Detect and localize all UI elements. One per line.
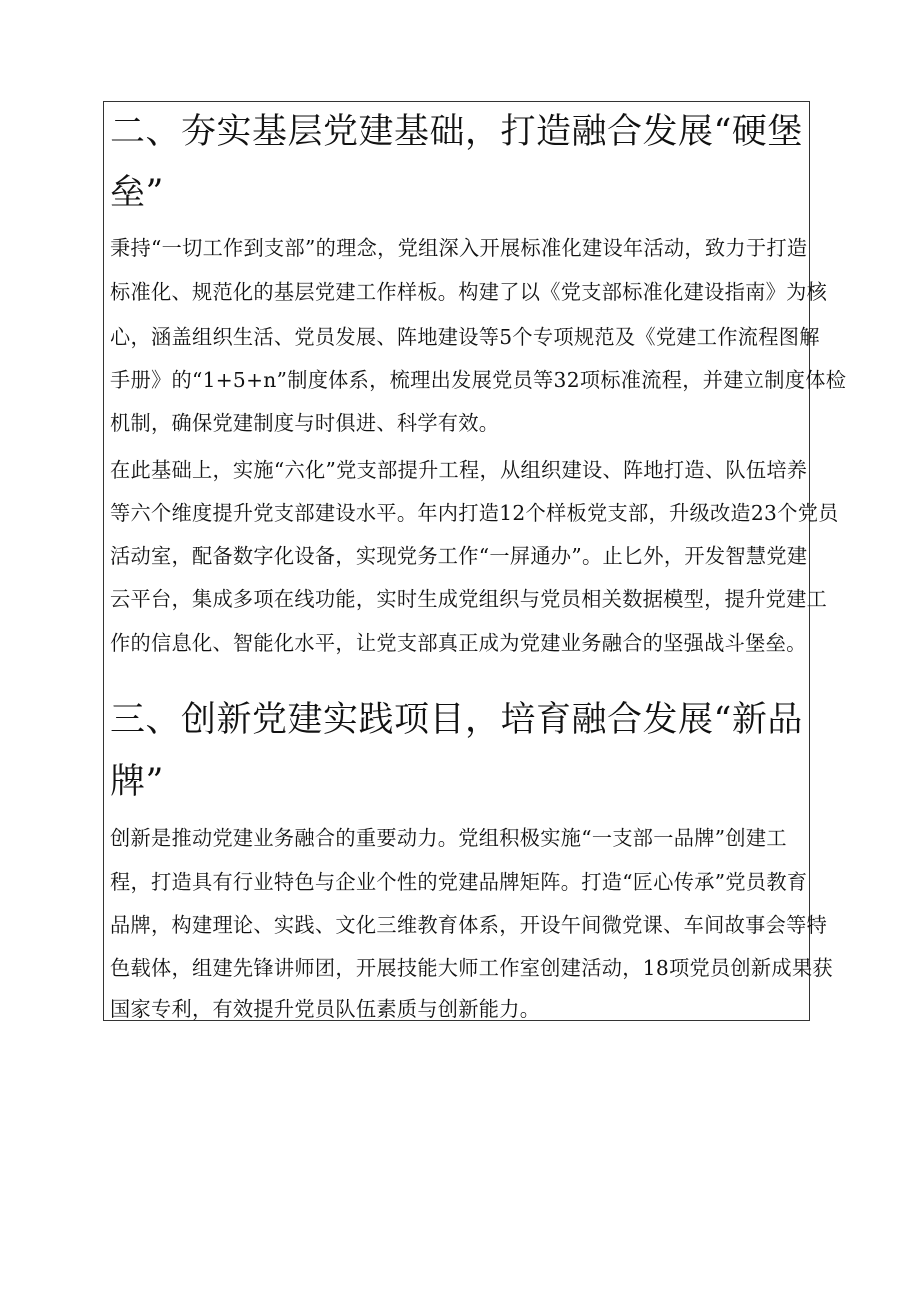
section2-p1-line1: 秉持“一切工作到支部”的理念，党组深入开展标准化建设年活动，致力于打造 xyxy=(110,236,808,260)
section3-heading-line2: 牌” xyxy=(110,762,164,802)
section3-p1-line3: 品牌，构建理论、实践、文化三维教育体系，开设午间微党课、车间故事会等特 xyxy=(110,913,828,937)
section2-p1-line4: 手册》的“1+5+n”制度体系，梳理出发展党员等32项标准流程，并建立制度体检 xyxy=(110,368,847,392)
section2-p2-line1: 在此基础上，实施“六化”党支部提升工程，从组织建设、阵地打造、队伍培养 xyxy=(110,458,808,482)
section2-p2-line4: 云平台，集成多项在线功能，实时生成党组织与党员相关数据模型，提升党建工 xyxy=(110,587,828,611)
section2-heading-line2: 垒” xyxy=(110,173,164,213)
section2-p1-line3: 心，涵盖组织生活、党员发展、阵地建设等5个专项规范及《党建工作流程图解 xyxy=(110,325,820,349)
section2-p2-line3: 活动室，配备数字化设备，实现党务工作“一屏通办”。止匕外，开发智慧党建 xyxy=(110,544,808,568)
section3-p1-line1: 创新是推动党建业务融合的重要动力。党组积极实施“一支部一品牌”创建工 xyxy=(110,826,787,850)
section2-p1-line2: 标准化、规范化的基层党建工作样板。构建了以《党支部标准化建设指南》为核 xyxy=(110,280,828,304)
section2-p2-line2: 等六个维度提升党支部建设水平。年内打造12个样板党支部，升级改造23个党员 xyxy=(110,501,839,525)
section3-p1-line2: 程，打造具有行业特色与企业个性的党建品牌矩阵。打造“匠心传承”党员教育 xyxy=(110,870,808,894)
section3-heading-line1: 三、创新党建实践项目，培育融合发展“新品 xyxy=(110,700,803,740)
section2-p1-line5: 机制，确保党建制度与时俱进、科学有效。 xyxy=(110,411,500,435)
section2-p2-line5: 作的信息化、智能化水平，让党支部真正成为党建业务融合的坚强战斗堡垒。 xyxy=(110,631,807,655)
content-frame xyxy=(103,101,847,1021)
section3-p1-line4: 色载体，组建先锋讲师团，开展技能大师工作室创建活动，18项党员创新成果获 xyxy=(110,956,833,980)
section2-heading-line1: 二、夯实基层党建基础，打造融合发展“硬堡 xyxy=(110,112,803,152)
section3-p1-line5: 国家专利，有效提升党员队伍素质与创新能力。 xyxy=(110,997,541,1021)
